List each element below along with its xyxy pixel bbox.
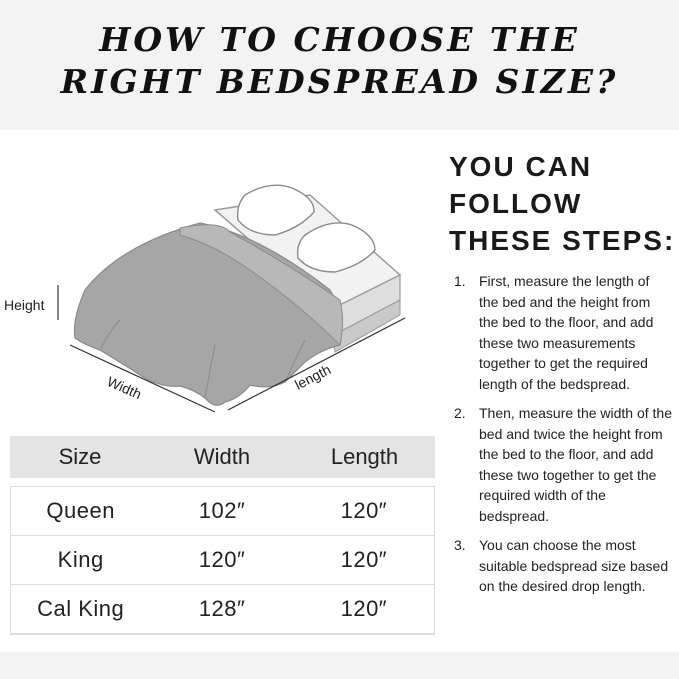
table-row bbox=[11, 585, 434, 634]
table-row bbox=[11, 536, 434, 585]
step-text: First, measure the length of the bed and the height from the bed to the floor, and add these two measurements together to get the required length of the bedspread. bbox=[479, 273, 654, 392]
column-header-width: Width bbox=[193, 444, 251, 469]
page-title-line-1: HOW TO CHOOSE THE bbox=[99, 20, 580, 59]
size-cell: King bbox=[57, 547, 104, 572]
length-cell: 120″ bbox=[340, 596, 388, 621]
steps-heading-line: YOU CAN bbox=[449, 151, 593, 182]
length-cell: 120″ bbox=[340, 498, 388, 523]
height-label: Height bbox=[4, 297, 45, 313]
column-header-length: Length bbox=[330, 444, 399, 469]
size-cell: Queen bbox=[46, 498, 115, 523]
bed-illustration bbox=[0, 140, 440, 430]
step-number: 1. bbox=[454, 273, 466, 289]
list-item bbox=[452, 271, 672, 394]
bed-diagram bbox=[0, 140, 440, 430]
step-text: You can choose the most suitable bedspread size based on the desired drop length. bbox=[479, 537, 669, 594]
step-number: 2. bbox=[454, 405, 466, 421]
list-item bbox=[452, 403, 672, 526]
footer-band bbox=[0, 652, 679, 679]
header-banner bbox=[0, 0, 679, 130]
table-header bbox=[10, 436, 435, 478]
length-cell: 120″ bbox=[340, 547, 388, 572]
step-text: Then, measure the width of the bed and twice the height from the bed to the floor, and add these two together to get the required width of the bedspread. bbox=[479, 405, 672, 524]
steps-list bbox=[452, 271, 672, 606]
page-title-line-2: RIGHT BEDSPREAD SIZE? bbox=[60, 62, 619, 101]
width-cell: 120″ bbox=[198, 547, 246, 572]
width-cell: 128″ bbox=[198, 596, 246, 621]
column-header-size: Size bbox=[58, 444, 102, 469]
steps-heading-line: FOLLOW bbox=[449, 188, 583, 219]
steps-heading bbox=[449, 148, 674, 259]
steps-heading-line: THESE STEPS: bbox=[449, 225, 676, 256]
list-item bbox=[452, 535, 672, 597]
table-body bbox=[10, 486, 435, 635]
size-cell: Cal King bbox=[37, 596, 125, 621]
step-number: 3. bbox=[454, 537, 466, 553]
width-label: Width bbox=[104, 373, 144, 403]
length-label: length bbox=[292, 361, 334, 393]
size-table bbox=[10, 436, 435, 635]
table-row bbox=[11, 486, 434, 536]
width-cell: 102″ bbox=[198, 498, 246, 523]
